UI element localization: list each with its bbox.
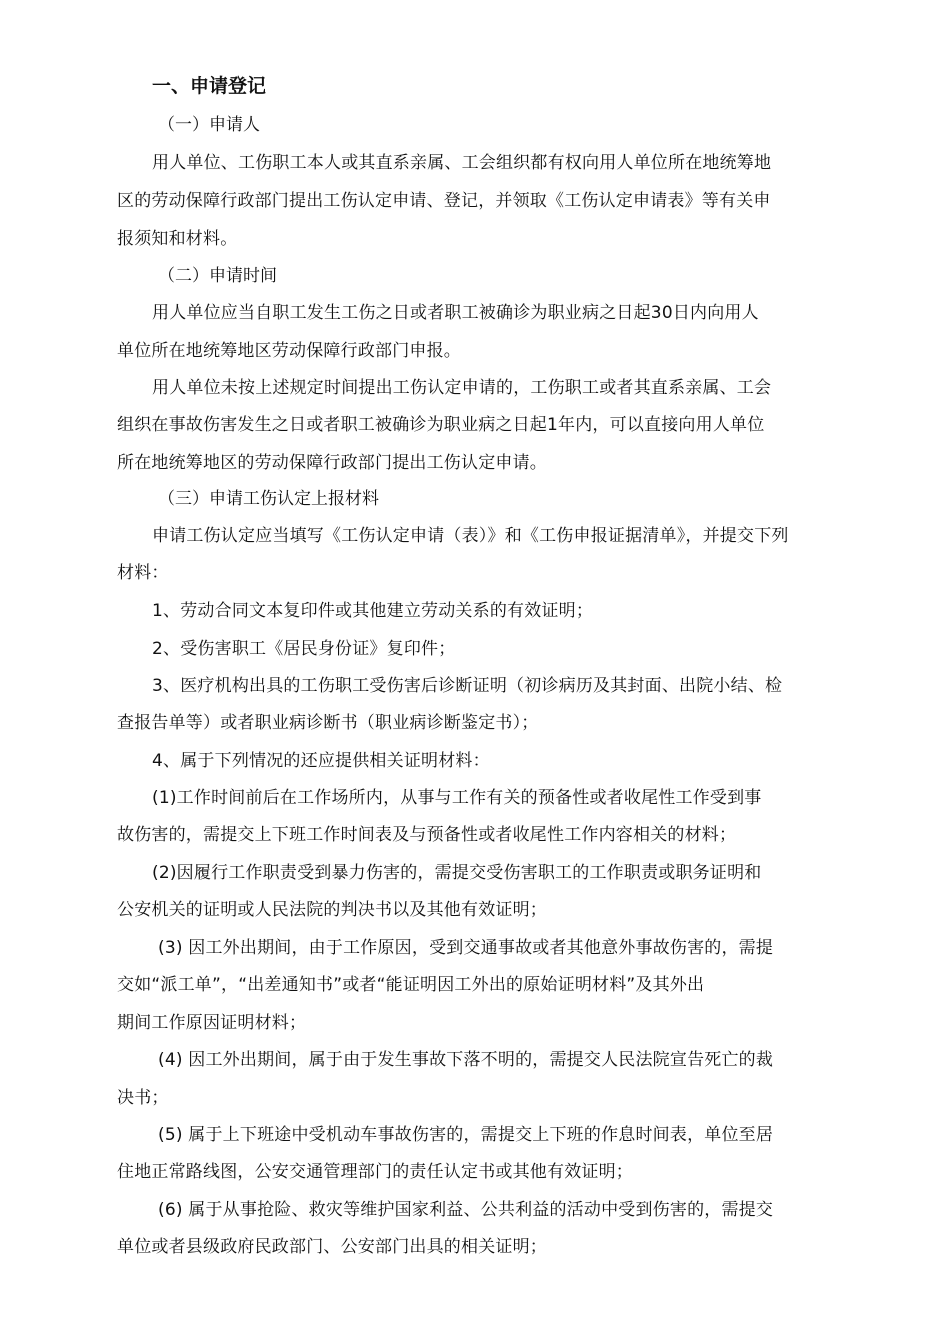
paragraph-line: 交如“派工单”，“出差通知书”或者“能证明因工外出的原始证明材料”及其外出 — [117, 975, 705, 995]
paragraph-line: 报须知和材料。 — [117, 229, 238, 249]
paragraph-line: 单位所在地统筹地区劳动保障行政部门申报。 — [117, 341, 461, 361]
paragraph-line: 组织在事故伤害发生之日或者职工被确诊为职业病之日起1年内，可以直接向用人单位 — [117, 415, 765, 435]
subsection-title: （一）申请人 — [158, 115, 260, 135]
list-item: 2、受伤害职工《居民身份证》复印件； — [152, 639, 456, 659]
paragraph-line: 用人单位应当自职工发生工伤之日或者职工被确诊为职业病之日起30日内向用人 — [152, 303, 759, 323]
list-item: 3、医疗机构出具的工伤职工受伤害后诊断证明（初诊病历及其封面、出院小结、检 — [152, 676, 783, 696]
paragraph-line: 区的劳动保障行政部门提出工伤认定申请、登记，并领取《工伤认定申请表》等有关申 — [117, 191, 771, 211]
list-item: (6) 属于从事抢险、救灾等维护国家利益、公共利益的活动中受到伤害的，需提交 — [158, 1200, 774, 1220]
paragraph-line: 材料： — [117, 563, 169, 583]
list-item: (5) 属于上下班途中受机动车事故伤害的，需提交上下班的作息时间表，单位至居 — [158, 1125, 774, 1145]
paragraph-line: 申请工伤认定应当填写《工伤认定申请（表）》和《工伤申报证据清单》，并提交下列 — [152, 526, 789, 546]
paragraph-line: 单位或者县级政府民政部门、公安部门出具的相关证明； — [117, 1237, 547, 1257]
paragraph-line: 查报告单等）或者职业病诊断书（职业病诊断鉴定书）； — [117, 713, 539, 733]
paragraph-line: 住地正常路线图，公安交通管理部门的责任认定书或其他有效证明； — [117, 1162, 633, 1182]
subsection-title: （二）申请时间 — [158, 266, 277, 286]
paragraph-line: 用人单位未按上述规定时间提出工伤认定申请的，工伤职工或者其直系亲属、工会 — [152, 378, 772, 398]
paragraph-line: 决书； — [117, 1088, 169, 1108]
paragraph-line: 所在地统筹地区的劳动保障行政部门提出工伤认定申请。 — [117, 453, 547, 473]
list-item: (3) 因工外出期间，由于工作原因，受到交通事故或者其他意外事故伤害的，需提 — [158, 938, 774, 958]
list-item: 4、属于下列情况的还应提供相关证明材料： — [152, 751, 490, 771]
list-item: (2)因履行工作职责受到暴力伤害的，需提交受伤害职工的工作职责或职务证明和 — [152, 863, 762, 883]
paragraph-line: 期间工作原因证明材料； — [117, 1013, 307, 1033]
paragraph-line: 公安机关的证明或人民法院的判决书以及其他有效证明； — [117, 900, 547, 920]
list-item: (4) 因工外出期间，属于由于发生事故下落不明的，需提交人民法院宣告死亡的裁 — [158, 1050, 774, 1070]
paragraph-line: 故伤害的，需提交上下班工作时间表及与预备性或者收尾性工作内容相关的材料； — [117, 825, 737, 845]
paragraph-line: 用人单位、工伤职工本人或其直系亲属、工会组织都有权向用人单位所在地统筹地 — [152, 153, 772, 173]
subsection-title: （三）申请工伤认定上报材料 — [158, 489, 379, 509]
list-item: 1、劳动合同文本复印件或其他建立劳动关系的有效证明； — [152, 601, 594, 621]
list-item: (1)工作时间前后在工作场所内，从事与工作有关的预备性或者收尾性工作受到事 — [152, 788, 762, 808]
section-heading: 一、申请登记 — [152, 75, 267, 97]
